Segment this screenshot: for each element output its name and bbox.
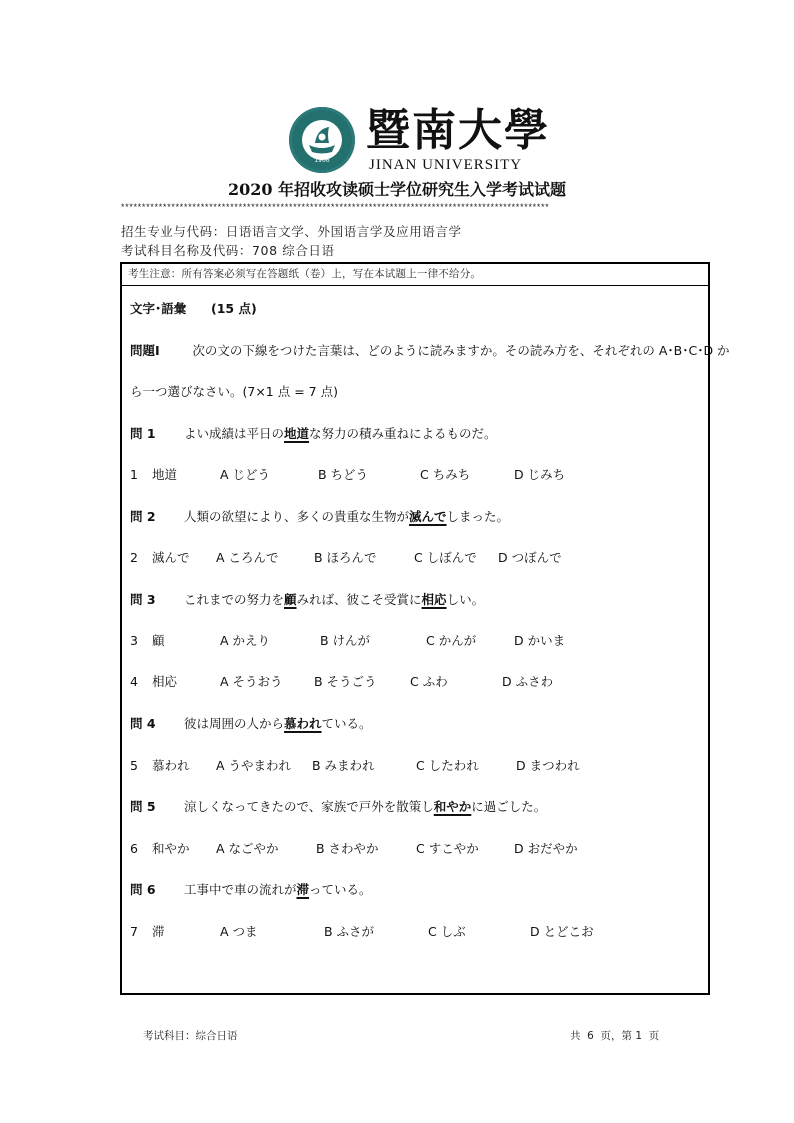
item-number: 1: [130, 467, 138, 482]
question-label: 問 3: [130, 592, 156, 607]
instruction-label: 問題Ⅰ: [130, 343, 160, 358]
option-d: D つぼんで: [498, 550, 562, 565]
option-d: D とどこお: [530, 924, 594, 939]
exam-title: 2020 年招收攻读硕士学位研究生入学考试试题: [227, 180, 567, 199]
underlined-word: 相応: [421, 592, 447, 607]
option-d: D まつわれ: [516, 758, 580, 773]
option-a: A つま: [220, 924, 258, 939]
item-word: 相応: [152, 674, 178, 689]
item-number: 5: [130, 758, 138, 773]
question-label: 問 1: [130, 426, 156, 441]
question-text: 涼しくなってきたので、家族で戸外を散策し: [184, 799, 434, 814]
footer-page-info: 共 6 页，第 1 页: [570, 1030, 660, 1042]
instruction-line-2: ら一つ選びなさい。(7×1 点 = 7 点): [130, 384, 338, 399]
question-4: [130, 716, 372, 732]
question-5: [130, 799, 546, 815]
item-number: 6: [130, 841, 138, 856]
item-word: 滅んで: [152, 550, 190, 565]
underlined-word: 和やか: [433, 799, 472, 814]
university-name-english: JINAN UNIVERSITY: [369, 157, 523, 173]
question-text: に過ごした。: [471, 799, 547, 814]
question-text: な努力の積み重ねによるものだ。: [309, 426, 497, 441]
option-a: A そうおう: [220, 674, 283, 689]
item-word: 滞: [152, 924, 165, 939]
instruction-line-1: [130, 343, 730, 359]
ship-emblem-icon: [289, 107, 355, 173]
option-b: B さわやか: [316, 841, 379, 856]
exam-content-box: [120, 262, 730, 995]
major-line: 招生专业与代码：日语语言文学、外国语言学及应用语言学: [121, 224, 462, 239]
option-a: A じどう: [220, 467, 271, 482]
option-c: C しぼんで: [414, 550, 477, 565]
item-number: 3: [130, 633, 138, 648]
university-seal-logo: [289, 107, 355, 173]
question-text: みれば、彼こそ受賞に: [296, 592, 422, 607]
underlined-word: 滅んで: [409, 509, 447, 524]
option-d: D ふさわ: [502, 674, 554, 689]
underlined-word: 顧: [284, 592, 297, 607]
question-text: しい。: [446, 592, 485, 607]
option-a: A うやまわれ: [216, 758, 292, 773]
option-b: B ほろんで: [314, 550, 377, 565]
question-text: 人類の欲望により、多くの貴重な生物が: [184, 509, 410, 524]
svg-text:1906: 1906: [314, 157, 330, 164]
item-number: 4: [130, 674, 138, 689]
university-name-chinese: 暨南大學: [366, 105, 550, 156]
option-d: D じみち: [514, 467, 566, 482]
question-text: っている。: [309, 882, 372, 897]
option-b: B そうごう: [314, 674, 377, 689]
instruction-text-1: 次の文の下線をつけた言葉は、どのように読みますか。その読み方を、それぞれの A･B･C･D か: [192, 343, 730, 358]
option-a: A ころんで: [216, 550, 279, 565]
item-word: 地道: [152, 467, 178, 482]
subject-line: 考试科目名称及代码：708 综合日语: [121, 243, 335, 258]
question-6: [130, 882, 372, 898]
option-d: D かいま: [514, 633, 566, 648]
question-2: [130, 509, 509, 525]
option-b: B けんが: [320, 633, 371, 648]
candidate-notice: 考生注意：所有答案必须写在答题纸（卷）上，写在本试题上一律不给分。: [122, 264, 708, 286]
option-c: C かんが: [426, 633, 477, 648]
option-c: C ちみち: [420, 467, 471, 482]
option-a: A かえり: [220, 633, 271, 648]
question-1: [130, 426, 497, 442]
question-label: 問 2: [130, 509, 156, 524]
option-b: B ちどう: [318, 467, 369, 482]
footer-subject: 考试科目：综合日语: [143, 1030, 238, 1042]
underlined-word: 慕われ: [284, 716, 322, 731]
question-text: 彼は周囲の人から: [184, 716, 285, 731]
section-heading: [130, 301, 257, 317]
question-text: これまでの努力を: [184, 592, 285, 607]
item-number: 7: [130, 924, 138, 939]
underlined-word: 地道: [284, 426, 310, 441]
option-b: B みまわれ: [312, 758, 375, 773]
option-a: A なごやか: [216, 841, 279, 856]
option-c: C ふわ: [410, 674, 448, 689]
option-c: C すこやか: [416, 841, 479, 856]
section-title: 文字･語彙: [130, 301, 187, 316]
question-label: 問 5: [130, 799, 156, 814]
section-points: (15 点): [210, 301, 257, 316]
question-area: [122, 264, 730, 993]
question-text: しまった。: [446, 509, 510, 524]
option-c: C したわれ: [416, 758, 479, 773]
question-label: 問 6: [130, 882, 156, 897]
item-word: 慕われ: [152, 758, 190, 773]
option-c: C しぶ: [428, 924, 466, 939]
option-b: B ふさが: [324, 924, 375, 939]
option-d: D おだやか: [514, 841, 578, 856]
question-3: [130, 592, 484, 608]
item-number: 2: [130, 550, 138, 565]
question-text: よい成績は平日の: [184, 426, 285, 441]
separator-stars: ******************************************************************************************************: [120, 203, 549, 213]
underlined-word: 滞: [296, 882, 310, 897]
question-text: 工事中で車の流れが: [184, 882, 297, 897]
item-word: 和やか: [152, 841, 190, 856]
question-text: ている。: [321, 716, 372, 731]
question-label: 問 4: [130, 716, 156, 731]
item-word: 顧: [152, 633, 165, 648]
